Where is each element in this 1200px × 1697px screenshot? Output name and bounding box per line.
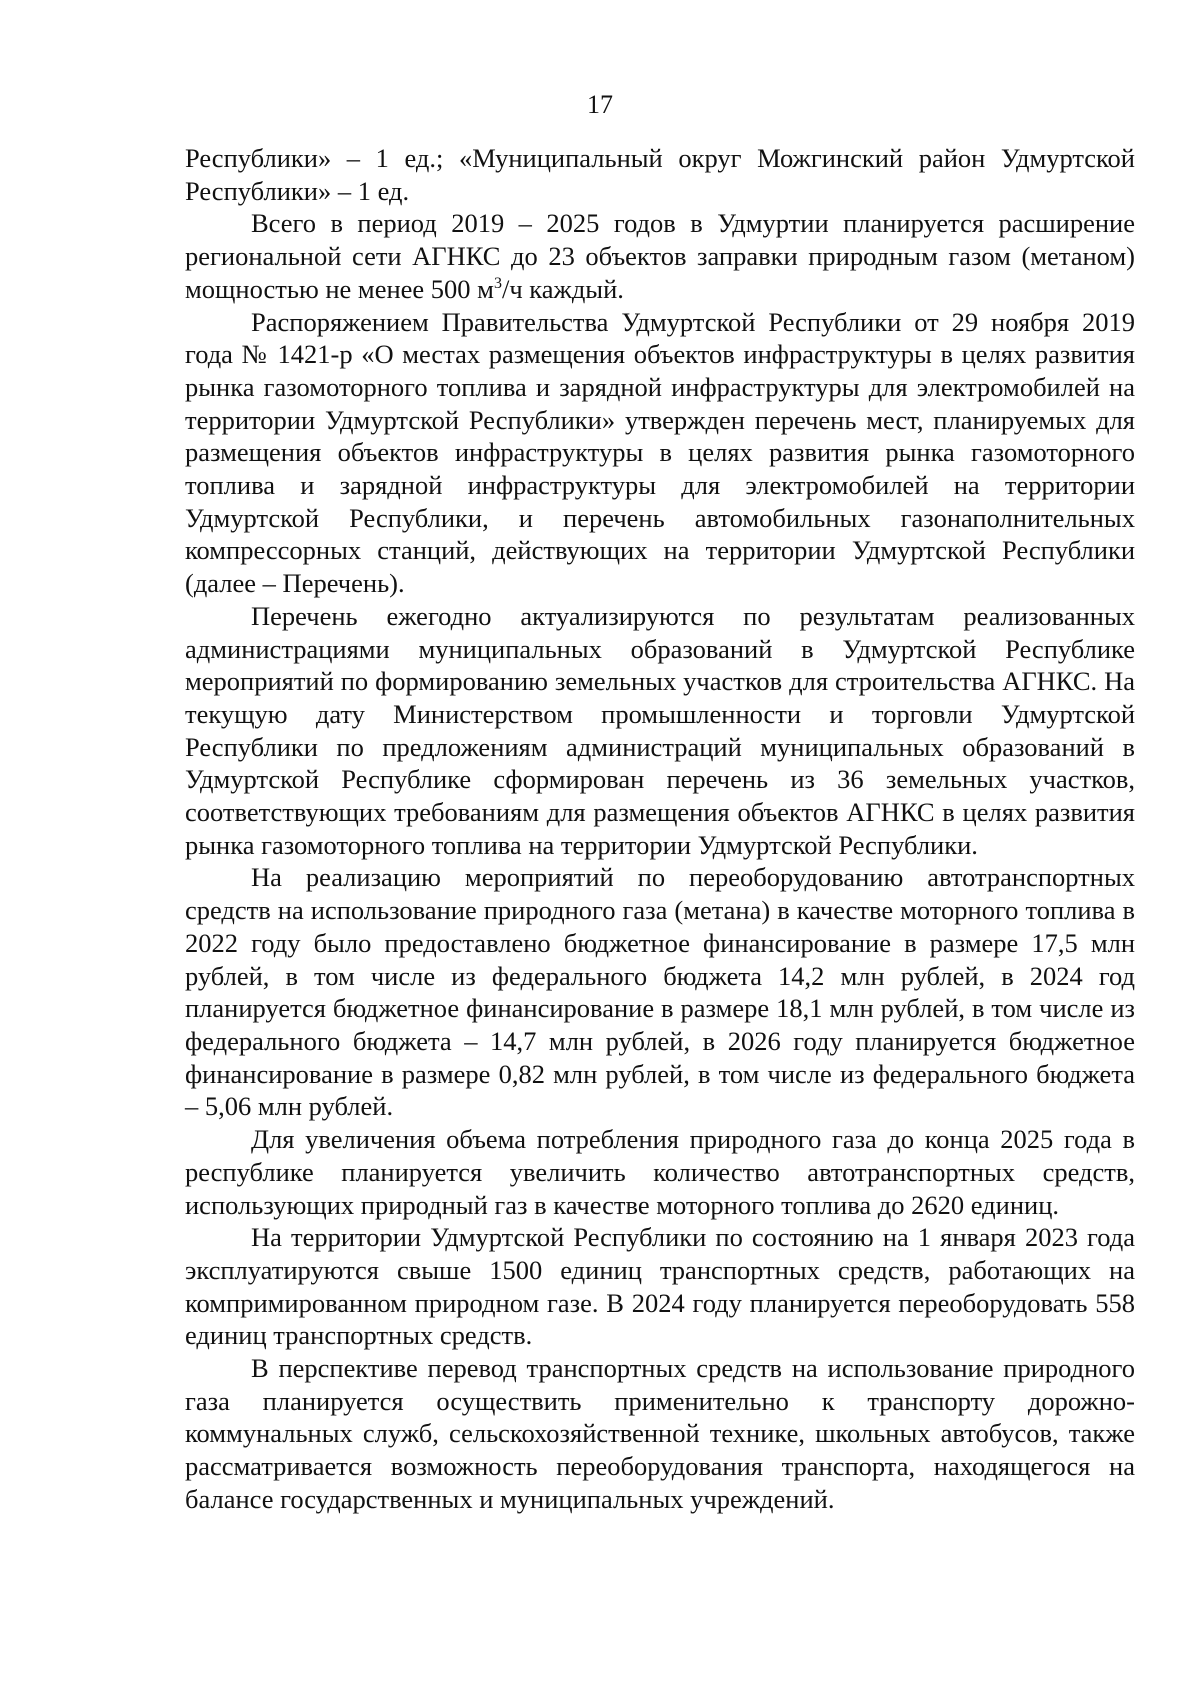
paragraph-3: Распоряжением Правительства Удмуртской Республики от 29 ноября 2019 года № 1421-р «О местах размещения объектов инфраструктуры в целях развития рынка газомоторного топлива и зарядной инфраструктуры для электромобилей на территории Удмуртской Республики» утвержден перечень мест, планируемых для размещения объектов инфраструктуры в целях развития рынка газомоторного топлива и зарядной инфраструктуры для электромобилей на территории Удмуртской Республики, и перечень автомобильных газонаполнительных компрессорных станций, действующих на территории Удмуртской Республики (далее – Перечень). xyxy=(185,306,1135,599)
paragraph-2-tail: /ч каждый. xyxy=(501,273,624,304)
paragraph-2 xyxy=(185,207,1135,305)
paragraph-1: Республики» – 1 ед.; «Муниципальный округ Можгинский район Удмуртской Республики» – 1 ед. xyxy=(185,143,1135,206)
paragraph-5: На реализацию мероприятий по переоборудованию автотранспортных средств на использование природного газа (метана) в качестве моторного топлива в 2022 году было предоставлено бюджетное финансирование в размере 17,5 млн рублей, в том числе из федерального бюджета 14,2 млн рублей, в 2024 год планируется бюджетное финансирование в размере 18,1 млн рублей, в том числе из федерального бюджета – 14,7 млн рублей, в 2026 году планируется бюджетное финансирование в размере 0,82 млн рублей, в том числе из федерального бюджета – 5,06 млн рублей. xyxy=(185,862,1135,1122)
paragraph-6: Для увеличения объема потребления природного газа до конца 2025 года в республике планируется увеличить количество автотранспортных средств, использующих природный газ в качестве моторного топлива до 2620 единиц. xyxy=(185,1124,1135,1220)
paragraph-2-text: Всего в период 2019 – 2025 годов в Удмуртии планируется расширение региональной сети АГНКС до 23 объектов заправки природным газом (метаном) мощностью не менее 500 м xyxy=(185,208,1135,304)
superscript-cubed: 3 xyxy=(493,274,502,292)
paragraph-4: Перечень ежегодно актуализируются по результатам реализованных администрациями муниципальных образований в Удмуртской Республике мероприятий по формированию земельных участков для строительства АГНКС. На текущую дату Министерством промышленности и торговли Удмуртской Республики по предложениям администраций муниципальных образований в Удмуртской Республике сформирован перечень из 36 земельных участков, соответствующих требованиям для размещения объектов АГНКС в целях развития рынка газомоторного топлива на территории Удмуртской Республики. xyxy=(185,600,1135,860)
document-body xyxy=(185,142,1135,1516)
paragraph-7: На территории Удмуртской Республики по состоянию на 1 января 2023 года эксплуатируются свыше 1500 единиц транспортных средств, работающих на компримированном природном газе. В 2024 году планируется переоборудовать 558 единиц транспортных средств. xyxy=(185,1222,1135,1351)
page-number: 17 xyxy=(587,90,613,119)
paragraph-8: В перспективе перевод транспортных средств на использование природного газа планируется осуществить применительно к транспорту дорожно-коммунальных служб, сельскохозяйственной технике, школьных автобусов, также рассматривается возможность переоборудования транспорта, находящегося на балансе государственных и муниципальных учреждений. xyxy=(185,1353,1135,1514)
